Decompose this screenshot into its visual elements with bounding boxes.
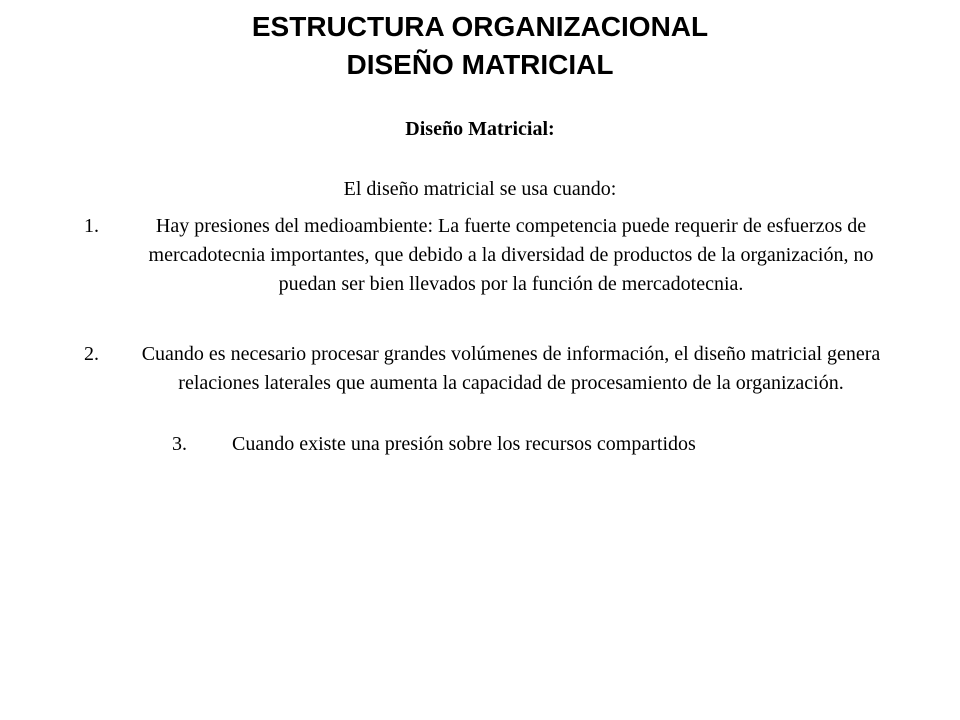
list-item-text: Hay presiones del medioambiente: La fuerte competencia puede requerir de esfuerzos de mercadotecnia importantes, que debido a la diversidad de productos de la organización, no puedan ser bien llevados por la función de mercadotecnia. [148, 215, 874, 295]
list-item-text: Cuando es necesario procesar grandes volúmenes de información, el diseño matricial genera relaciones laterales que aumenta la capacidad de procesamiento de la organización. [141, 343, 881, 394]
slide-title-line-2: DISEÑO MATRICIAL [346, 49, 614, 80]
list-item-number: 1. [84, 215, 99, 237]
list-item-number: 3. [172, 433, 187, 455]
slide-title-line-1: ESTRUCTURA ORGANIZACIONAL [251, 11, 709, 42]
list-item [172, 430, 872, 459]
list-item [84, 340, 886, 398]
list-item [84, 212, 886, 299]
list-item-text: Cuando existe una presión sobre los recursos compartidos [232, 433, 696, 455]
intro-text: El diseño matricial se usa cuando: [343, 178, 617, 200]
subheading: Diseño Matricial: [405, 118, 555, 140]
list-item-number: 2. [84, 343, 99, 365]
